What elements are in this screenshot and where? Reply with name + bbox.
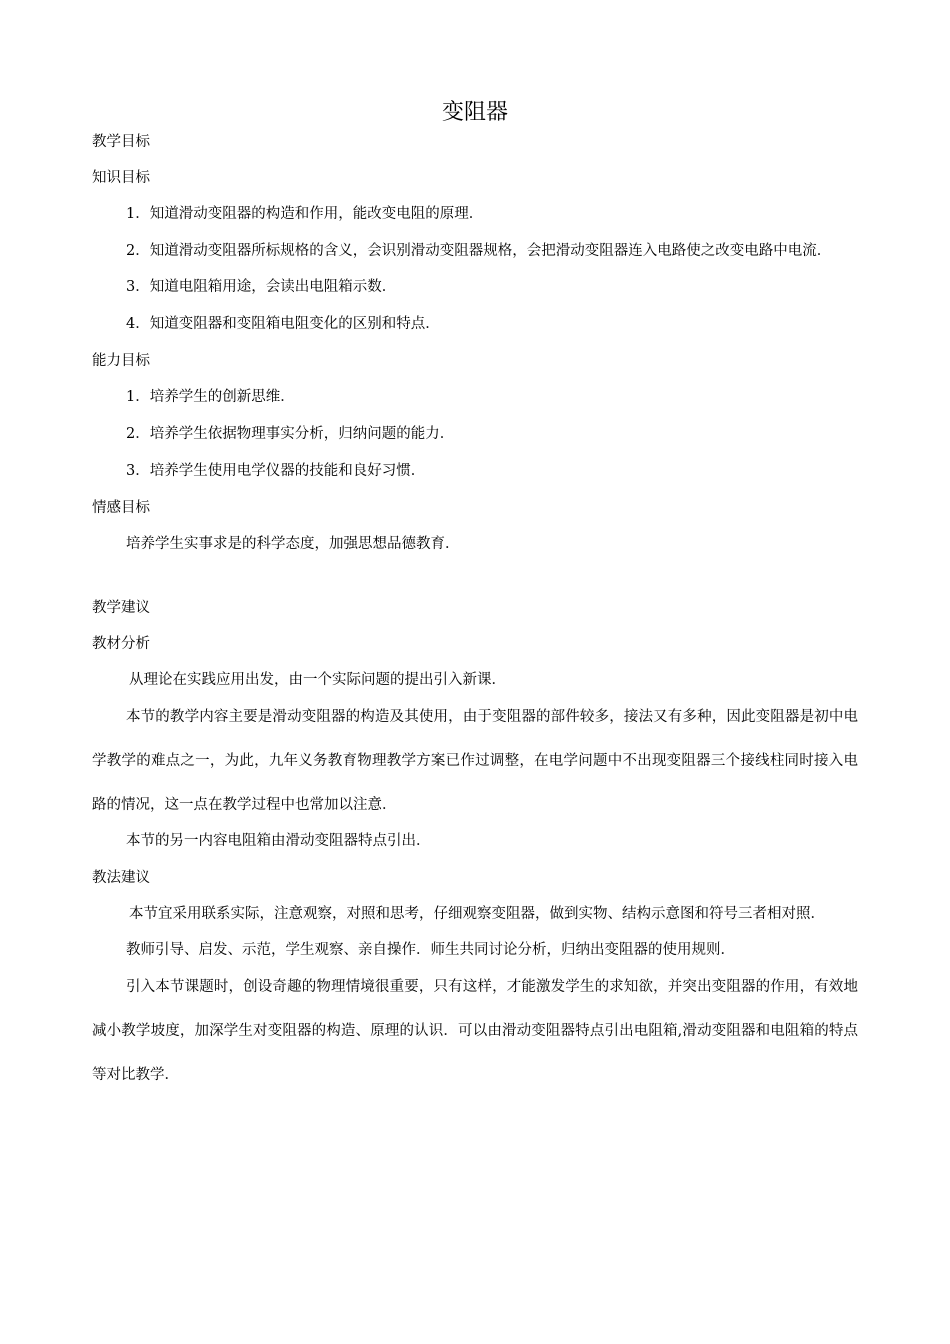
method-paragraph: 教师引导、启发、示范，学生观察、亲自操作．师生共同讨论分析，归纳出变阻器的使用规则． (126, 942, 735, 958)
document-body (92, 124, 858, 1093)
method-paragraph: 引入本节课题时，创设奇趣的物理情境很重要，只有这样，才能激发学生的求知欲，并突出变阻器的作用，有效地减小教学坡度，加深学生对变阻器的构造、原理的认识．可以由滑动变阻器特点引出电阻箱,滑动变阻器和电阻箱的特点等对比教学． (92, 979, 858, 1083)
ability-item: 1．培养学生的创新思维． (126, 389, 295, 405)
knowledge-item: 1．知道滑动变阻器的构造和作用，能改变电阻的原理． (126, 206, 484, 222)
knowledge-item: 2．知道滑动变阻器所标规格的含义，会识别滑动变阻器规格，会把滑动变阻器连入电路使之改变电路中电流． (126, 243, 832, 259)
knowledge-heading: 知识目标 (92, 170, 150, 186)
page-title: 变阻器 (441, 100, 508, 125)
material-heading: 教材分析 (92, 636, 150, 652)
ability-item: 3．培养学生使用电学仪器的技能和良好习惯． (126, 463, 426, 479)
knowledge-item: 3．知道电阻箱用途，会读出电阻箱示数． (126, 279, 397, 295)
knowledge-item: 4．知道变阻器和变阻箱电阻变化的区别和特点． (126, 316, 440, 332)
method-heading: 教法建议 (92, 870, 150, 886)
suggestion-heading: 教学建议 (92, 600, 150, 616)
ability-item: 2．培养学生依据物理事实分析，归纳问题的能力． (126, 426, 455, 442)
goals-heading: 教学目标 (92, 134, 150, 150)
section-gap (92, 563, 858, 590)
material-paragraph: 本节的另一内容电阻箱由滑动变阻器特点引出． (126, 833, 431, 849)
ability-heading: 能力目标 (92, 353, 150, 369)
material-paragraph: 从理论在实践应用出发，由一个实际问题的提出引入新课． (129, 672, 506, 688)
method-paragraph: 本节宜采用联系实际，注意观察，对照和思考，仔细观察变阻器，做到实物、结构示意图和符号三者相对照． (129, 906, 825, 922)
emotion-text: 培养学生实事求是的科学态度，加强思想品德教育． (126, 536, 460, 552)
emotion-heading: 情感目标 (92, 500, 150, 516)
material-paragraph: 本节的教学内容主要是滑动变阻器的构造及其使用，由于变阻器的部件较多，接法又有多种，因此变阻器是初中电学教学的难点之一，为此，九年义务教育物理教学方案已作过调整，在电学问题中不出现变阻器三个接线柱同时接入电路的情况，这一点在教学过程中也常加以注意． (92, 709, 858, 813)
